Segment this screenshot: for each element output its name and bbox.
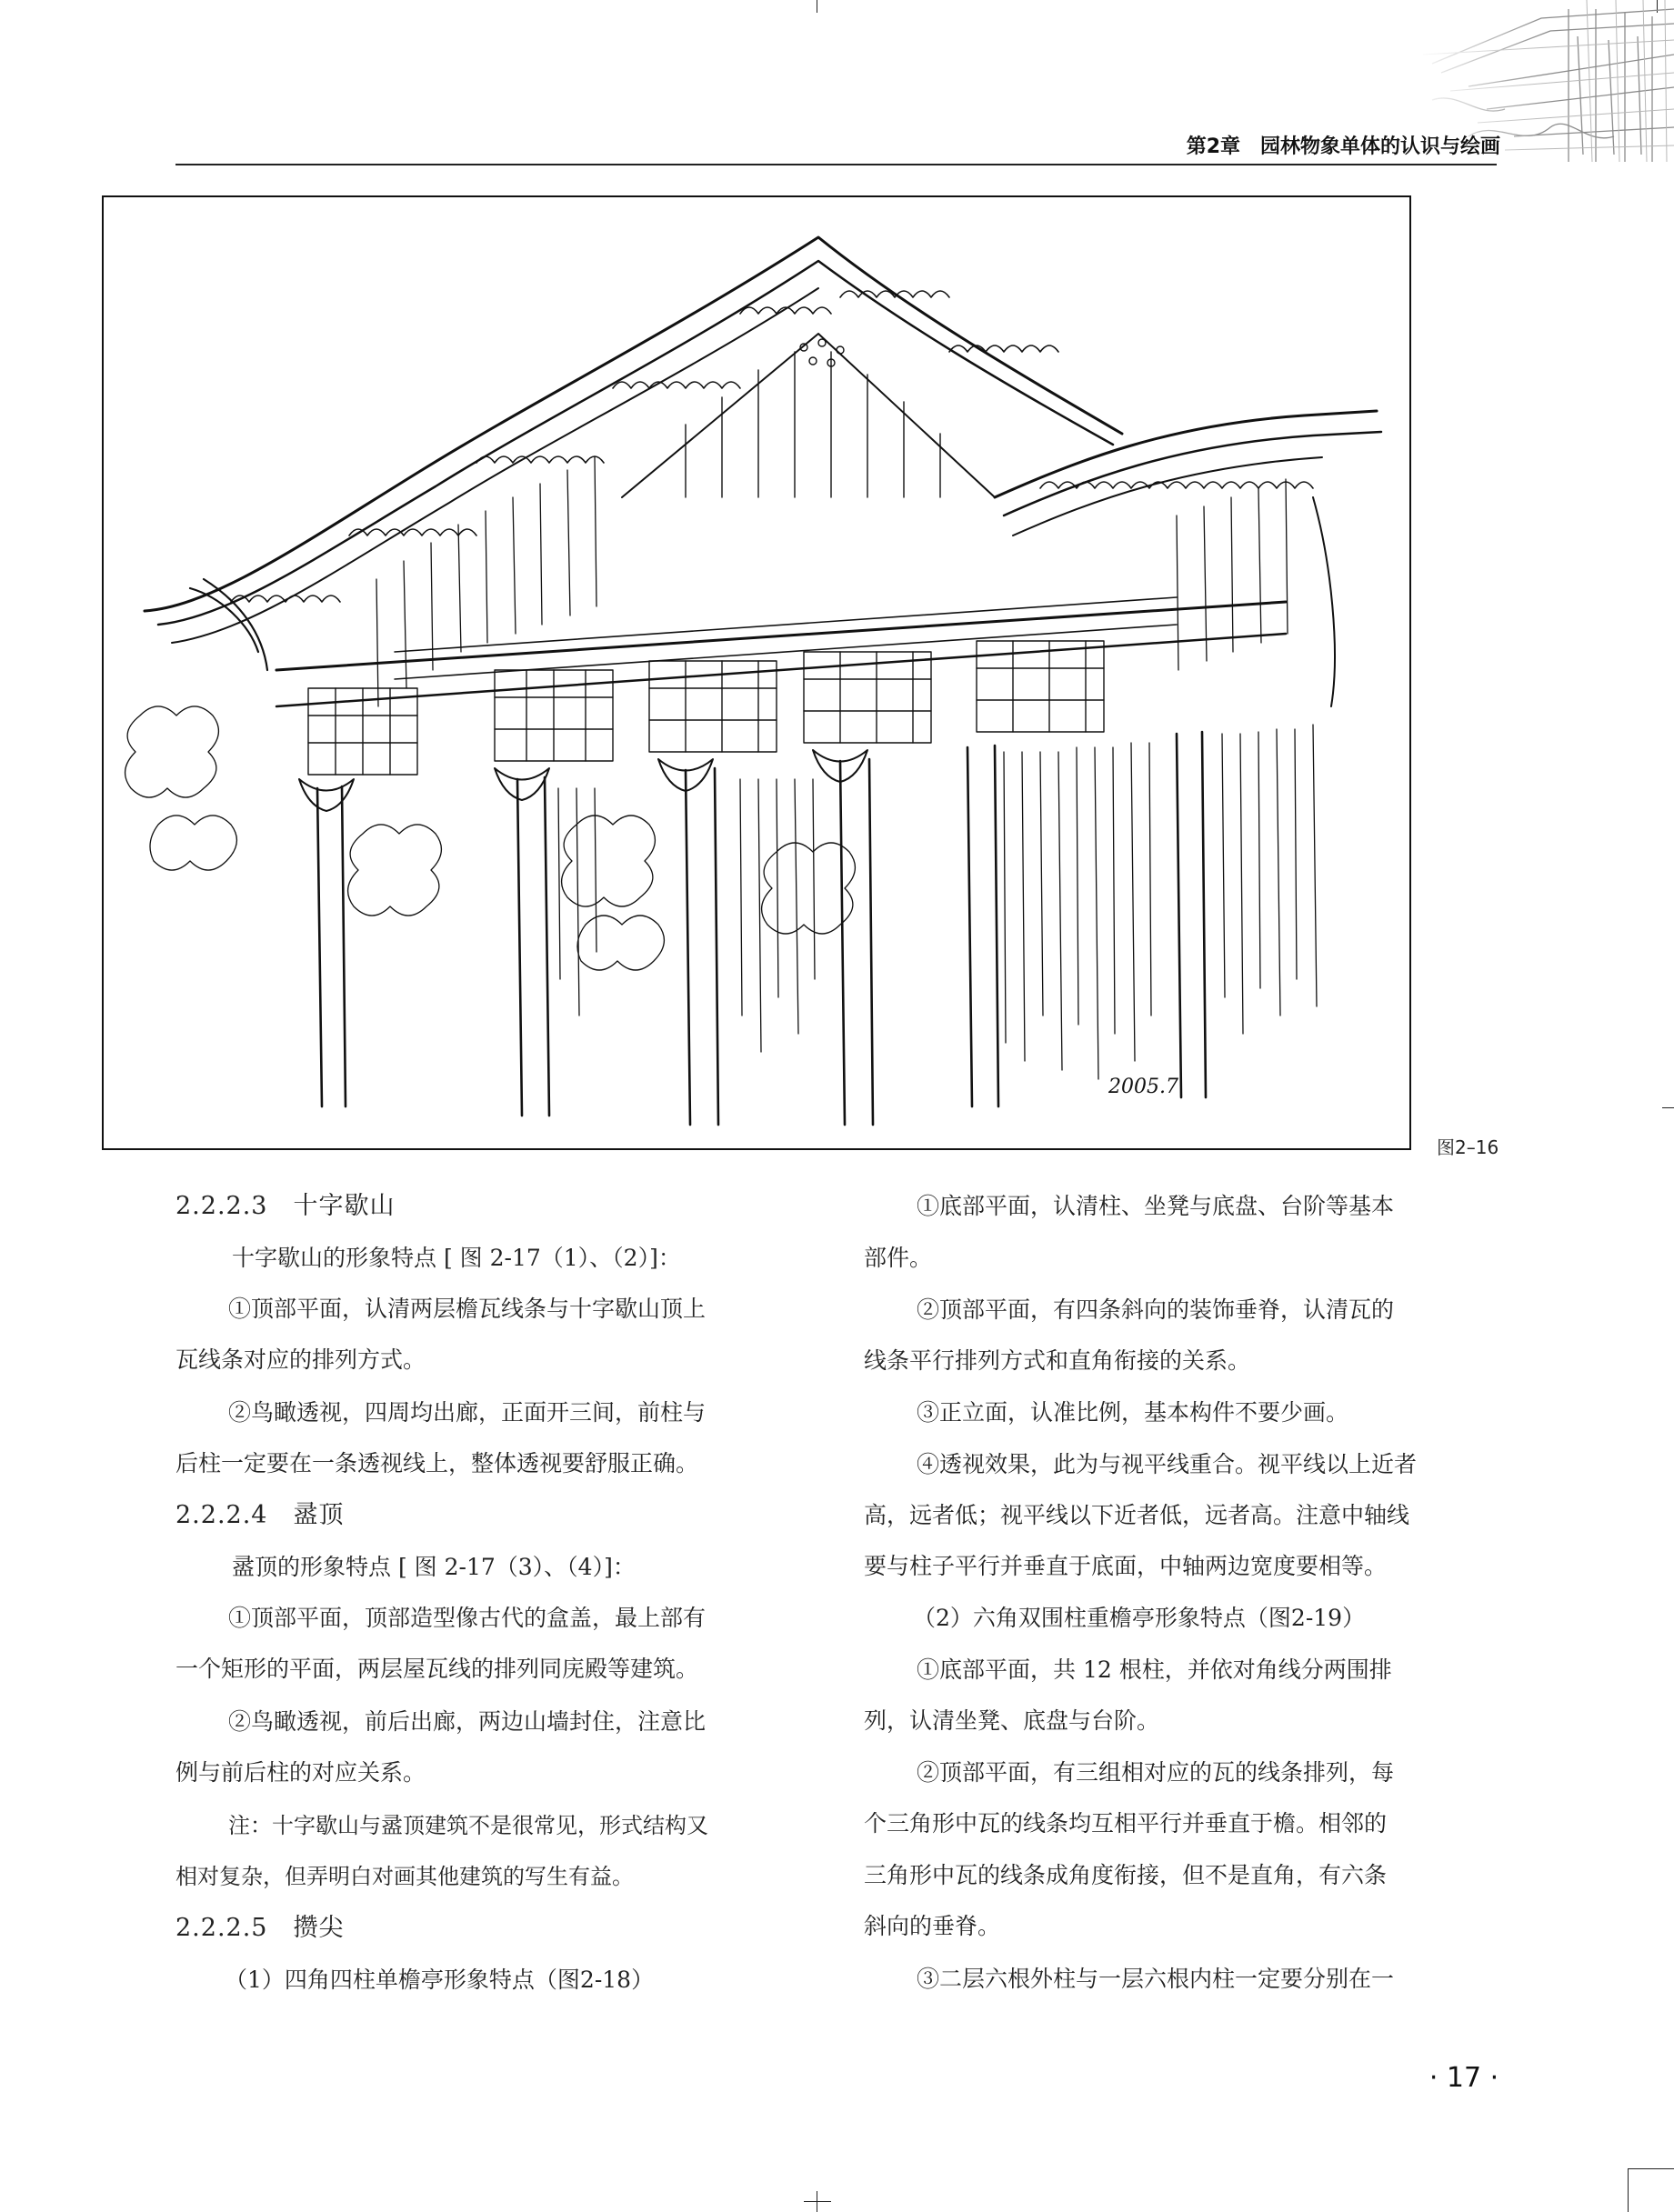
paragraph-line: ③二层六根外柱与一层六根内柱一定要分别在一 bbox=[917, 1966, 1395, 1992]
paragraph-line: ①底部平面，认清柱、坐凳与底盘、台阶等基本 bbox=[917, 1193, 1395, 1219]
section-heading: 2.2.2.3 十字歇山 bbox=[175, 1192, 396, 1220]
section-heading: 2.2.2.5 攒尖 bbox=[175, 1914, 345, 1942]
paragraph-line: ④透视效果，此为与视平线重合。视平线以上近者 bbox=[917, 1451, 1418, 1477]
note-line: 注：十字歇山与盝顶建筑不是很常见，形式结构又 bbox=[228, 1813, 708, 1838]
paragraph-line: ①顶部平面，顶部造型像古代的盒盖，最上部有 bbox=[228, 1605, 707, 1631]
paragraph-line: ①顶部平面，认清两层檐瓦线条与十字歇山顶上 bbox=[228, 1296, 707, 1322]
paragraph-line: 部件。 bbox=[864, 1245, 933, 1271]
paragraph-line: 十字歇山的形象特点 [ 图 2-17（1）、（2）]： bbox=[232, 1245, 681, 1271]
paragraph-line: 列，认清坐凳、底盘与台阶。 bbox=[864, 1707, 1160, 1734]
chapter-header-title: 第2章 园林物象单体的认识与绘画 bbox=[1186, 135, 1500, 158]
crop-mark bbox=[1628, 2168, 1674, 2169]
artist-signature: 2005.7 bbox=[1108, 1076, 1178, 1098]
paragraph-line: （2）六角双围柱重檐亭形象特点（图2-19） bbox=[913, 1605, 1366, 1631]
paragraph-line: ②顶部平面，有四条斜向的装饰垂脊，认清瓦的 bbox=[917, 1296, 1395, 1323]
crop-mark bbox=[1628, 2168, 1629, 2212]
paragraph-line: 高，远者低；视平线以下近者低，远者高。注意中轴线 bbox=[864, 1502, 1410, 1528]
paragraph-line: 瓦线条对应的排列方式。 bbox=[175, 1346, 426, 1373]
paragraph-line: 个三角形中瓦的线条均互相平行并垂直于檐。相邻的 bbox=[864, 1810, 1388, 1837]
figure-frame bbox=[102, 195, 1411, 1150]
figure-caption: 图2–16 bbox=[1437, 1136, 1499, 1158]
pavilion-sketch-illustration bbox=[104, 197, 1409, 1148]
crop-mark bbox=[1662, 1107, 1674, 1108]
paragraph-line: 后柱一定要在一条透视线上，整体透视要舒服正确。 bbox=[175, 1450, 699, 1476]
paragraph-line: 斜向的垂脊。 bbox=[864, 1913, 1001, 1939]
paragraph-line: 要与柱子平行并垂直于底面，中轴两边宽度要相等。 bbox=[864, 1553, 1388, 1579]
paragraph-line: 线条平行排列方式和直角衔接的关系。 bbox=[864, 1347, 1251, 1374]
paragraph-line: 例与前后柱的对应关系。 bbox=[175, 1759, 426, 1786]
page-number: · 17 · bbox=[1428, 2062, 1499, 2094]
paragraph-line: ③正立面，认准比例，基本构件不要少画。 bbox=[917, 1399, 1349, 1426]
section-heading: 2.2.2.4 盝顶 bbox=[175, 1501, 345, 1529]
paragraph-line: ①底部平面，共 12 根柱，并依对角线分两围排 bbox=[917, 1656, 1392, 1683]
paragraph-line: 三角形中瓦的线条成角度衔接，但不是直角，有六条 bbox=[864, 1862, 1388, 1888]
note-line: 相对复杂，但弄明白对画其他建筑的写生有益。 bbox=[175, 1864, 634, 1889]
header-rule bbox=[175, 164, 1497, 165]
paragraph-line: 一个矩形的平面，两层屋瓦线的排列同庑殿等建筑。 bbox=[175, 1656, 699, 1682]
paragraph-line: 盝顶的形象特点 [ 图 2-17（3）、（4）]： bbox=[232, 1554, 636, 1580]
paragraph-line: ②顶部平面，有三组相对应的瓦的线条排列，每 bbox=[917, 1759, 1395, 1786]
paragraph-line: （1）四角四柱单檐亭形象特点（图2-18） bbox=[225, 1967, 655, 1993]
paragraph-line: ②鸟瞰透视，四周均出廊，正面开三间，前柱与 bbox=[228, 1399, 707, 1426]
crop-mark bbox=[804, 2201, 831, 2202]
paragraph-line: ②鸟瞰透视，前后出廊，两边山墙封住，注意比 bbox=[228, 1708, 707, 1735]
